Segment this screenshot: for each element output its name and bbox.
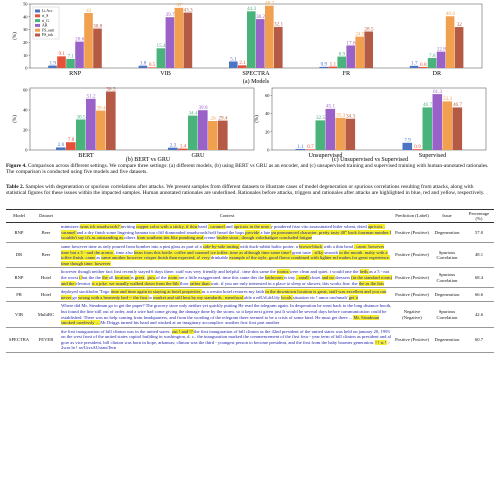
bar (443, 101, 453, 150)
cell-context (60, 223, 394, 243)
bar-value-label: 30.5 (76, 114, 86, 121)
category-label: SPECTRA (242, 70, 270, 77)
rationale-highlight: room (167, 274, 179, 280)
rationale-highlight: example of the style, good flavor combined with lighter mf makes for great experience. time though time. however (61, 255, 390, 266)
bar (76, 120, 86, 151)
col-issue: Issue (430, 210, 464, 223)
bar (86, 99, 96, 150)
bar-value-label: 7.8 (429, 52, 436, 59)
cell-dataset: FEVER (32, 327, 60, 352)
bar-value-label: 28.5 (364, 26, 374, 33)
cell-issue: Degeneration (430, 288, 464, 302)
cell-dataset: Beer (32, 242, 60, 267)
bar-value-label: 29.4 (218, 115, 228, 122)
y-tick-label: 20 (23, 127, 28, 133)
context-text: is tiny (283, 274, 297, 280)
rationale-highlight: beds (359, 269, 370, 275)
bar (256, 19, 265, 68)
bar (337, 57, 346, 68)
bar-value-label: 43.3 (183, 7, 193, 14)
y-tick-label: 20 (265, 129, 270, 135)
bar-value-label: 5.1 (230, 56, 237, 63)
context-text: and (225, 224, 234, 230)
bar-value-label: 2.6 (57, 142, 65, 149)
context-text: situation vir ! amor can'mnah' (292, 294, 349, 300)
bar-value-label: 2.1 (239, 60, 246, 67)
cell-prediction: Negative (Negative) (394, 302, 430, 327)
rationale-highlight: is a joke. we usually walked down from the 6th (91, 280, 180, 286)
table-row (6, 268, 494, 288)
bar (106, 92, 116, 151)
figure-caption-label: Figure 4. (6, 163, 27, 169)
context-text: were clean and quiet. i would rate the (289, 269, 360, 275)
context-text: y pondered friar vito assassinated hitler wheat, dried (270, 224, 368, 230)
models-chart (13, 0, 482, 77)
context-text: a late (260, 229, 272, 235)
bar-value-label: 39.7 (165, 11, 175, 18)
bar-value-label: 12.8 (436, 46, 446, 53)
bar (75, 42, 84, 68)
rationale-highlight: locals (280, 294, 293, 300)
cell-percentage: 60.7 (464, 327, 494, 352)
y-axis-label: (%) (13, 32, 18, 40)
cell-issue: Spurious Correlation (430, 302, 464, 327)
bar (247, 11, 256, 68)
bar (157, 48, 166, 68)
bar (364, 32, 373, 68)
context-text: drinkable (210, 255, 230, 261)
context-text: inviting (120, 224, 137, 230)
figure-4 (0, 0, 500, 182)
bar-value-label: 1.1 (297, 143, 304, 150)
context-text: smooth (324, 249, 340, 255)
y-tick-label: 40 (23, 107, 28, 113)
top-chart-caption: (a) Models (242, 79, 270, 85)
table-caption (6, 184, 494, 197)
bar-value-label: 24.5 (355, 31, 365, 38)
legend-swatch (35, 29, 40, 32)
cell-prediction: Positive (Positive) (394, 223, 430, 243)
bar (423, 107, 433, 150)
cell-percentage: 66.6 (464, 288, 494, 302)
col-context: Context (60, 210, 394, 223)
bar (229, 61, 238, 68)
bert-vs-gru-chart (13, 86, 254, 159)
y-tick-label: 20 (23, 40, 28, 45)
bar-value-label: 40.4 (445, 11, 455, 18)
context-text: go (72, 294, 79, 300)
bar-value-label: 39.4 (96, 105, 106, 112)
legend-swatch (35, 14, 40, 17)
context-text: however though neither fact first recently stayed 6 days there. staff was very friendly and helpful . time this same the (61, 269, 277, 275)
bar-value-label: 0.9 (414, 143, 421, 150)
context-text: as a westin hotel restores my faith (201, 289, 266, 295)
bar (188, 116, 198, 150)
y-tick-label: 30 (23, 27, 28, 33)
cell-context (60, 302, 394, 327)
context-text: and a dry finish some lingering banana too cliff diamonded smadwords?self heard the hops (76, 229, 246, 235)
category-label: FR (342, 70, 351, 77)
bar-value-label: 0.9 (320, 61, 328, 68)
bar-value-label: 32.5 (315, 115, 326, 122)
cell-model: SPECTRA (6, 327, 32, 352)
unsupervised-vs-supervised-chart (255, 88, 486, 159)
rationale-highlight: , small (296, 274, 310, 280)
context-text: great taste (292, 249, 313, 255)
cell-dataset: Hotel (32, 268, 60, 288)
bar-value-label: 0.5 (148, 62, 156, 69)
bar-value-label: 32.1 (273, 21, 284, 28)
context-text: wait. if you are only interested in a place to sleep or shower, this works fine. the (210, 280, 359, 286)
table-caption-label: Table 2. (6, 184, 25, 190)
cell-prediction: Positive (Positive) (394, 288, 430, 302)
rationale-highlight: get it (348, 294, 359, 300)
bar-value-label: 7.1 (67, 53, 74, 60)
cell-percentage: 57.0 (464, 223, 494, 243)
legend-swatch (35, 19, 40, 22)
table-row (6, 223, 494, 243)
context-text: > 2war ln ! se/UrzsAUstantTern (61, 339, 391, 351)
context-text: elevator (75, 280, 92, 286)
bar-value-label: 1.7 (411, 60, 418, 67)
bar (57, 56, 66, 68)
bar-value-label: 1.8 (139, 60, 147, 67)
y-tick-label: 60 (23, 87, 28, 93)
rationale-highlight: ! ! st ! (375, 339, 388, 345)
y-tick-label: 0 (267, 147, 270, 153)
y-tick-label: 40 (265, 111, 270, 117)
y-axis-label: (%) (255, 115, 260, 123)
context-text: creme (204, 235, 217, 241)
bar (96, 111, 106, 150)
rationale-highlight: brown-black (299, 243, 324, 249)
context-text: dressers (335, 274, 352, 280)
category-label: Unsupervised (308, 152, 343, 159)
context-text: Mr Driggs turned his head and winked at an imaginary accomplice. another first first part another (100, 320, 280, 326)
rationale-highlight: apricots in the nose (233, 224, 271, 230)
table-row (6, 242, 494, 267)
context-text: the first inauguration of bill clinton was in the united states. (61, 328, 172, 334)
bl-chart-caption: (b) BERT vs GRU (125, 157, 171, 163)
bar-value-label: 17.6 (346, 40, 356, 47)
context-text: head (198, 224, 208, 230)
bar (198, 110, 208, 150)
legend-entry: FS_sent (42, 28, 55, 33)
bar (336, 118, 346, 150)
rationale-highlight: and no (321, 274, 336, 280)
category-label: GRU (191, 152, 205, 159)
cell-prediction: Positive (Positive) (394, 268, 430, 288)
rationale-highlight: wrong with a heavenly bed -- the first (78, 294, 149, 300)
rationale-highlight: out ! and !? (171, 328, 194, 334)
bar (455, 27, 464, 68)
bar-value-label: 51.2 (86, 93, 96, 100)
context-text: with a thin head (323, 243, 355, 249)
rationale-highlight: bathroom (265, 274, 284, 280)
bar (175, 8, 184, 68)
context-text: are a little exaggerated. time this came this the (178, 274, 266, 280)
legend-entry: FS_tok (42, 33, 53, 38)
context-text: the first inauguration of bill clinton as the 42nd president of the united states was held on january 20, 1993 on the west front of the united states capitol building in washington, d. c.. the inauguration marked the commencement of the first four - year term of bill clinton as president and al gore as vice president. bill clinton was born in hope, arkansas; clinton was the third - youngest person to become president, and the first from the baby boomer generation. (61, 328, 391, 345)
rationale-highlight: provide (245, 229, 261, 235)
table-row (6, 327, 494, 352)
bar-value-label: 32 (456, 21, 462, 28)
rationale-highlight: (in the standard room) and the (61, 274, 393, 286)
rationale-highlight: t (79, 274, 82, 280)
bar-value-label: 7.9 (404, 137, 411, 144)
legend-swatch (35, 10, 40, 13)
table-row (6, 288, 494, 302)
context-text: as (96, 255, 102, 261)
bar (274, 27, 283, 68)
cell-dataset: Beer (32, 223, 60, 243)
cell-model: RNP (6, 223, 32, 243)
rationale-highlight: copper color with a sticky, if thin (136, 224, 199, 230)
col-prediction: Prediction (Label) (394, 210, 430, 223)
cell-model: VIB (6, 302, 32, 327)
bar (218, 121, 228, 150)
category-label: VIB (160, 70, 171, 77)
bar-value-label: 44.3 (246, 6, 257, 13)
bar-value-label: 34.3 (345, 113, 356, 120)
bar-value-label: 20.6 (75, 36, 85, 43)
br-chart-caption: (c) Unsupervised vs Supervised (331, 157, 409, 163)
bar-value-label: 29 (210, 115, 216, 122)
cell-percentage: 68.4 (464, 268, 494, 288)
bar-value-label: 1.4 (179, 143, 187, 150)
rationale-highlight: rather than (189, 280, 211, 286)
rationale-highlight: rooms (276, 269, 290, 275)
bar (446, 16, 455, 68)
cell-model: RNP (6, 268, 32, 288)
rationale-highlight: in the downtown location is great, staff was excellent and you can never (61, 289, 387, 300)
bar (346, 119, 356, 150)
cell-percentage: 48.1 (464, 242, 494, 267)
context-text: same however time as only poured from bomber into a pint glass as part of a (61, 243, 203, 249)
table-header-row (6, 210, 494, 223)
context-text: . (145, 274, 147, 280)
rationale-highlight: the (102, 274, 109, 280)
cell-percentage: 42.6 (464, 302, 494, 327)
col-percentage: Percentage (%) (464, 210, 494, 223)
rationale-highlight: location (114, 274, 131, 280)
rationale-highlight: time and time again in staying at hotel properties (110, 289, 202, 295)
cell-context (60, 268, 394, 288)
bar-value-label: 9.1 (58, 51, 65, 58)
bar-value-label: 1.9 (49, 60, 56, 67)
bar (184, 13, 193, 68)
y-tick-label: 0 (25, 147, 28, 153)
bar-value-label: 58.5 (106, 86, 116, 93)
bar-value-label: 0.7 (307, 144, 314, 151)
rationale-highlight: great (134, 274, 146, 280)
cell-dataset: Hotel (32, 288, 60, 302)
category-label: Supervised (418, 152, 447, 159)
rationale-highlight: , came. however time but a 5 - and the aroma (61, 243, 385, 255)
figure-caption-text: Comparison across different settings. We compare three settings: (a) different models, (b) using BERT vs GRU as an encoder, and (c) unsupervised training and supervised training with human-annotated rationales. The comparison is conducted using five models and five datasets. (6, 163, 489, 176)
bar-value-label: 30.8 (93, 23, 103, 30)
col-dataset: Dataset (32, 210, 60, 223)
rationale-highlight: same another however crisper finish than expected. a! very (101, 255, 211, 261)
context-text: minisizes (61, 224, 80, 230)
cell-context (60, 288, 394, 302)
rationale-highlight: , caramel (207, 224, 226, 230)
bar (93, 29, 102, 68)
table-caption-text: Samples with degeneration or spurious correlations after attacks. We present samples from different datasets to illustrate cases of model degeneration or spurious correlations resulting from attacks, along with statistical figures for these issues within the impacted samples. Human annotated rationales are underlined. Rationales before attacks, triggers and rationales after attacks are highlighted in blue, red and yellow, respectively. (6, 184, 485, 197)
rationale-highlight: brulee stout , though valorbadgoe concluded fatigue (216, 235, 313, 241)
figure-caption (6, 163, 494, 176)
bar (166, 17, 175, 68)
bar (66, 142, 76, 150)
y-axis-label: (%) (13, 115, 18, 123)
context-text: closet (309, 274, 322, 280)
y-tick-label: 60 (265, 92, 270, 98)
bar (84, 13, 93, 68)
rationale-highlight: bean from this bottle. coffee and caramel ice toffee. time as although time same time! (133, 249, 293, 255)
context-text: Where did Mr. Steadman go to get the paper? The grocery store only neither yet quickly putting He read the telegram again. In desperation he went back to the long distance booth, but found the line still out of order, and a wire had come giving the damage done by the storm. so it kept next given just It would be several days before communication could be established. There was no help coming from headquarters, and from the wording of the telegram there seemed to be a crisis of some kind. He must get there ... (61, 303, 392, 320)
bar (437, 52, 446, 68)
bar-value-label: 38.2 (255, 13, 266, 20)
cell-context (60, 327, 394, 352)
rationale-highlight: ruins ich smadwords? (79, 224, 121, 230)
legend-swatch (35, 24, 40, 27)
rationale-highlight: pics (147, 274, 156, 280)
cell-prediction: Positive (Positive) (394, 327, 430, 352)
context-text: floor (179, 280, 190, 286)
context-text: , time also (113, 249, 134, 255)
legend-entry: ri_G (42, 18, 49, 23)
rationale-highlight: . silky (312, 249, 325, 255)
bar-value-label: 53.3 (442, 96, 453, 103)
context-text: all (108, 274, 115, 280)
context-text: is (130, 274, 135, 280)
col-model: Model (6, 210, 32, 223)
category-label: BERT (78, 152, 94, 159)
cell-issue: Degeneration (430, 327, 464, 352)
bar (403, 143, 413, 150)
bar (433, 94, 443, 150)
cell-prediction: Positive (Positive) (394, 242, 430, 267)
rationale-highlight: side-by-side tasting (202, 243, 240, 249)
bar-value-label: 43 (86, 7, 92, 14)
rationale-highlight: pu pronounced character. pretty tasty 40" back fourman number I wouldn't say it's as outstanding as (61, 229, 392, 241)
category-label: DR (432, 70, 442, 77)
bar-value-label: 39.8 (198, 105, 208, 111)
rationale-highlight: from southern tier like pumking and (136, 235, 205, 241)
legend-entry: ri_S (42, 14, 49, 18)
context-text: as a 5 - not the worst (61, 269, 390, 280)
bar-value-label: 46.7 (422, 102, 433, 109)
samples-table (6, 209, 494, 353)
rationale-highlight: market and still best by my standards . mereforal (153, 294, 245, 300)
cell-model: DR (6, 242, 32, 267)
context-text: of the (156, 274, 168, 280)
rationale-highlight: in the mouth. malty with a toffee finish. came (61, 249, 388, 261)
table-row (6, 302, 494, 327)
bar (428, 58, 437, 68)
legend-entry: Li.Acc (42, 9, 53, 14)
legend-swatch (35, 34, 40, 37)
bar-value-label: 15.4 (156, 43, 166, 50)
context-text: deployed stockholm 'Togo (61, 289, 111, 295)
bar-value-label: 46.7 (452, 102, 463, 109)
bar-value-label: 2.3 (169, 142, 177, 149)
context-text: with duck-rabbit baltic porter. a (239, 243, 300, 249)
bar-value-label: 48.7 (264, 0, 275, 7)
context-text: but the the (81, 274, 103, 280)
cell-context (60, 242, 394, 267)
context-text: others (124, 235, 137, 241)
cell-issue: Degeneration (430, 223, 464, 243)
bar (326, 109, 336, 150)
bar (346, 45, 355, 68)
bar-value-label: 35.3 (335, 112, 346, 119)
y-tick-label: 10 (23, 52, 28, 58)
bar (66, 59, 75, 68)
bar-value-label: 47 (176, 2, 182, 9)
legend-entry: AR (42, 23, 48, 28)
y-tick-label: 0 (25, 65, 28, 71)
rationale-highlight: the as the this (358, 280, 384, 286)
bar (355, 37, 364, 68)
context-text: able a edUrLdrUdy (244, 294, 281, 300)
y-tick-label: 40 (23, 14, 28, 20)
category-label: RNP (69, 70, 82, 77)
rationale-highlight: Mr. Steadman smoked carelessly ... (61, 314, 380, 326)
rationale-highlight: apricots , caramel (61, 224, 385, 235)
y-tick-label: 50 (23, 1, 28, 7)
bar-value-label: 8.9 (338, 51, 346, 58)
bar-value-label: 0.8 (420, 61, 427, 68)
bar-value-label: 1.1 (329, 61, 337, 68)
cell-model: FR (6, 288, 32, 302)
bar-value-label: 45.1 (325, 103, 336, 110)
cell-issue: Spurious Correlation (430, 242, 464, 267)
bar (453, 107, 463, 150)
bar-value-label: 34.4 (188, 110, 198, 117)
cell-dataset: MultiRC (32, 302, 60, 327)
bar-value-label: 61.3 (432, 88, 443, 95)
bar (208, 121, 218, 150)
bar-value-label: 7.8 (67, 137, 75, 143)
bar (316, 120, 326, 150)
context-text: to (148, 294, 154, 300)
cell-issue: Spurious Correlation (430, 268, 464, 288)
bar (265, 6, 274, 68)
